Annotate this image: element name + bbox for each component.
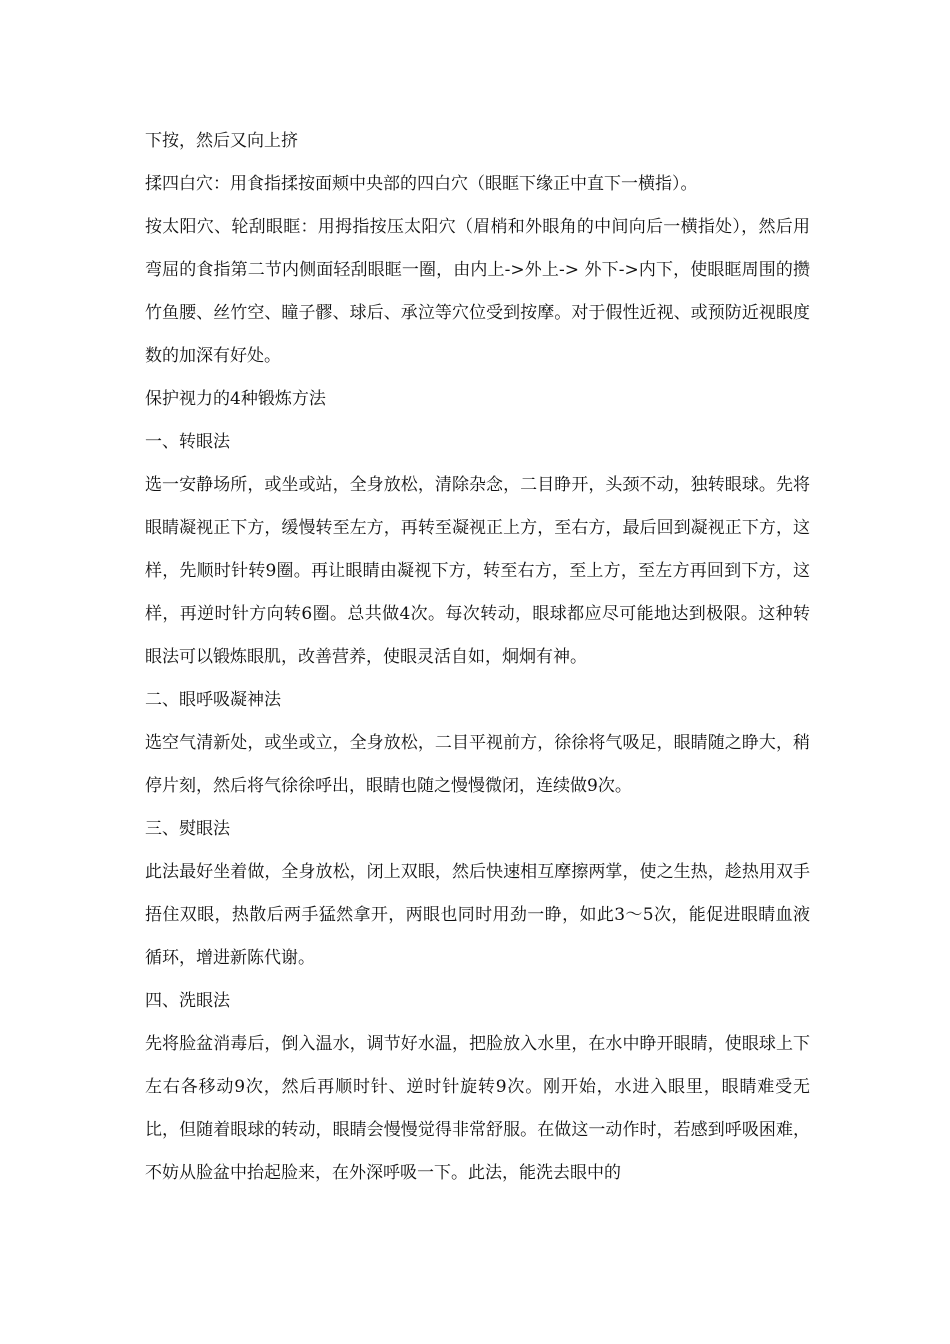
paragraph-press-up: 下按，然后又向上挤 (145, 131, 298, 151)
heading-eye-breathing: 二、眼呼吸凝神法 (145, 690, 281, 710)
document-body (145, 120, 810, 1195)
section-title-eye-exercises: 保护视力的4种锻炼方法 (145, 389, 326, 409)
heading-eye-warming: 三、熨眼法 (145, 819, 230, 839)
paragraph-eye-warming: 此法最好坐着做，全身放松，闭上双眼，然后快速相互摩擦两掌，使之生热，趁热用双手捂住双眼，热散后两手猛然拿开，两眼也同时用劲一睁，如此3～5次，能促进眼睛血液循环，增进新陈代谢。 (145, 862, 810, 968)
paragraph-eye-rotation: 选一安静场所，或坐或站，全身放松，清除杂念，二目睁开，头颈不动，独转眼球。先将眼睛凝视正下方，缓慢转至左方，再转至凝视正上方，至右方，最后回到凝视正下方，这样，先顺时针转9圈。再让眼睛由凝视下方，转至右方，至上方，至左方再回到下方，这样，再逆时针方向转6圈。总共做4次。每次转动，眼球都应尽可能地达到极限。这种转眼法可以锻炼眼肌，改善营养，使眼灵活自如，炯炯有神。 (145, 475, 810, 667)
paragraph-eye-breathing: 选空气清新处，或坐或立，全身放松，二目平视前方，徐徐将气吸足，眼睛随之睁大，稍停片刻，然后将气徐徐呼出，眼睛也随之慢慢微闭，连续做9次。 (145, 733, 810, 796)
heading-eye-washing: 四、洗眼法 (145, 991, 230, 1011)
paragraph-sibai-point: 揉四白穴：用食指揉按面颊中央部的四白穴（眼眶下缘正中直下一横指）。 (145, 174, 698, 194)
heading-eye-rotation: 一、转眼法 (145, 432, 230, 452)
paragraph-taiyang-point: 按太阳穴、轮刮眼眶：用拇指按压太阳穴（眉梢和外眼角的中间向后一横指处），然后用弯屈的食指第二节内侧面轻刮眼眶一圈，由内上->外上-> 外下->内下，使眼眶周围的攒竹鱼腰、丝竹空、瞳子髎、球后、承泣等穴位受到按摩。对于假性近视、或预防近视眼度数的加深有好处。 (145, 217, 810, 366)
paragraph-eye-washing: 先将脸盆消毒后，倒入温水，调节好水温，把脸放入水里，在水中睁开眼睛，使眼球上下左右各移动9次，然后再顺时针、逆时针旋转9次。刚开始，水进入眼里，眼睛难受无比，但随着眼球的转动，眼睛会慢慢觉得非常舒服。在做这一动作时，若感到呼吸困难，不妨从脸盆中抬起脸来，在外深呼吸一下。此法，能洗去眼中的 (145, 1034, 810, 1183)
